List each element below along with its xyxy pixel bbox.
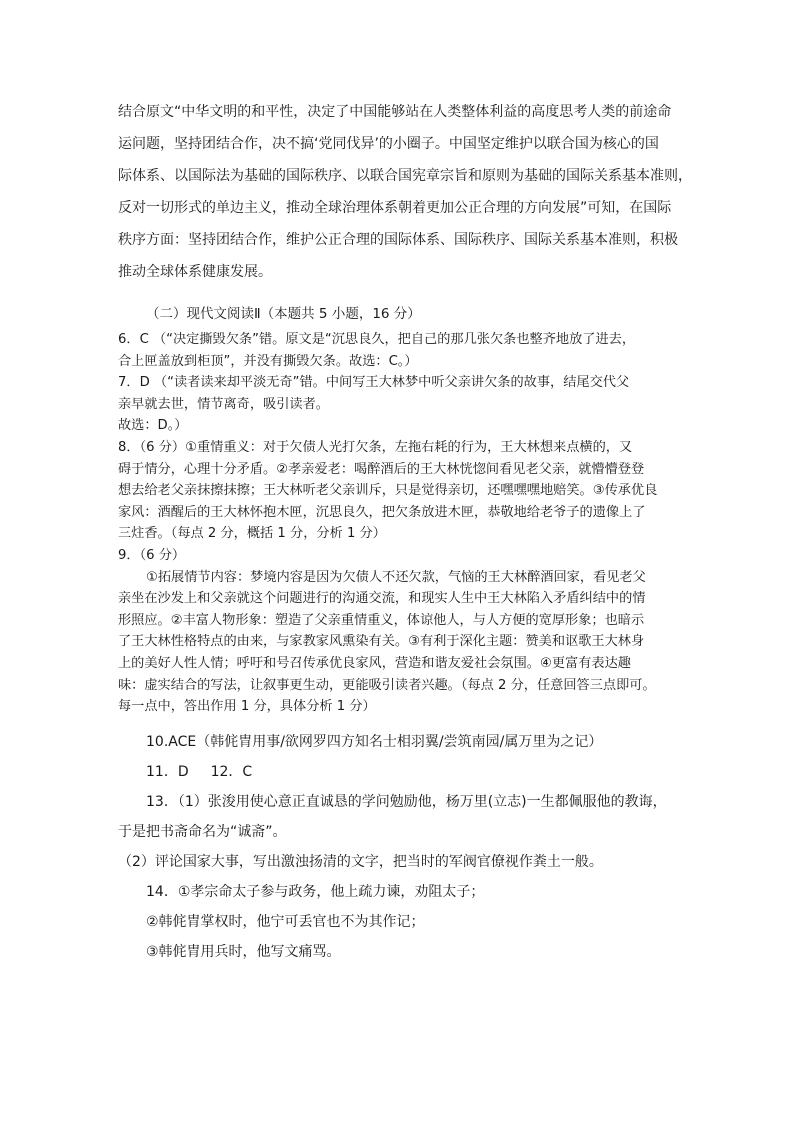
answer-line: 8．（6 分）①重情重义：对于欠债人光打欠条，左拖右耗的行为，王大林想来点横的，又 — [118, 439, 633, 455]
answer-line: 了王大林性格特点的由来，与家教家风熏染有关。③有利于深化主题：赞美和讴歌王大林身 — [118, 634, 645, 650]
answer-line: 于是把书斋命名为“诚斋”。 — [118, 824, 287, 840]
answer-line: 想去给老父亲抹擦抹擦；王大林听老父亲训斥，只是觉得亲切，还嘿嘿嘿地赔笑。③传承优良 — [118, 483, 658, 499]
answer-line: 9．（6 分） — [118, 547, 186, 563]
answer-line: 亲坐在沙发上和父亲就这个问题进行的沟通交流，和现实人生中王大林陷入矛盾纠结中的情 — [118, 591, 646, 607]
answer-line: 每一点中，答出作用 1 分，具体分析 1 分） — [118, 699, 376, 715]
answer-line: 碍于情分，心理十分矛盾。②孝亲爱老：喝醉酒后的王大林恍惚间看见老父亲，就懵懵登登 — [118, 461, 645, 477]
answer-line: 合上匣盖放到柜顶”，并没有撕毁欠条。故选：C。） — [118, 353, 418, 369]
text-line: 运问题，坚持团结合作，决不搞‘党同伐异’的小圈子。中国坚定维护以联合国为核心的国 — [118, 136, 659, 152]
text-line: 际体系、以国际法为基础的国际秩序、以联合国宪章宗旨和原则为基础的国际关系基本准则， — [118, 168, 692, 184]
answer-line: 14．①孝宗命太子参与政务，他上疏力谏，劝阻太子； — [146, 884, 485, 900]
answer-line: 10.ACE（韩侂胄用事/欲网罗四方知名士相羽翼/尝筑南园/属万里为之记） — [146, 734, 603, 750]
answer-line: （2）评论国家大事，写出激浊扬清的文字，把当时的军阀官僚视作粪土一般。 — [118, 854, 603, 870]
answer-line: 三炷香。（每点 2 分，概括 1 分，分析 1 分） — [118, 526, 386, 542]
answer-line: 家风：酒醒后的王大林怀抱木匣，沉思良久，把欠条放进木匣，恭敬地给老爷子的遗像上了 — [118, 504, 646, 520]
answer-line: 上的美好人性人情；呼吁和号召传承优良家风，营造和谐友爱社会氛围。④更富有表达趣 — [118, 655, 631, 671]
answer-line: 味：虚实结合的写法，让叙事更生动，更能吸引读者兴趣。（每点 2 分，任意回答三点即可。 — [118, 677, 656, 693]
section-heading: （二）现代文阅读Ⅱ（本题共 5 小题，16 分） — [146, 306, 421, 322]
answer-11: 11．D — [146, 764, 189, 780]
text-line: 秩序方面：坚持团结合作，维护公正合理的国际体系、国际秩序、国际关系基本准则，积极 — [118, 232, 678, 248]
answer-line: 故选：D。） — [118, 418, 188, 434]
text-line: 结合原文“中华文明的和平性，决定了中国能够站在人类整体利益的高度思考人类的前途命 — [118, 104, 672, 120]
text-line: 反对一切形式的单边主义，推动全球治理体系朝着更加公正合理的方向发展”可知，在国际 — [118, 200, 672, 216]
answer-12: 12．C — [210, 764, 253, 780]
answer-line: 形照应。②丰富人物形象：塑造了父亲重情重义，体谅他人，与人方便的宽厚形象；也暗示 — [118, 612, 645, 628]
answer-line: 亲早就去世，情节离奇，吸引读者。 — [118, 396, 329, 412]
essay-answer-paragraph — [118, 96, 690, 288]
reading-answers — [118, 329, 690, 718]
answer-line: 6．C （“决定撕毁欠条”错。原文是“沉思良久，把自己的那几张欠条也整齐地放了进去， — [118, 332, 636, 347]
answer-line: ③韩侂胄用兵时，他写文痛骂。 — [146, 944, 341, 960]
answer-line: ①拓展情节内容：梦境内容是因为欠债人不还欠款，气恼的王大林醉酒回家，看见老父 — [146, 569, 646, 585]
answer-line: 13．（1）张浚用使心意正直诚恳的学问勉励他，杨万里(立志)一生都佩服他的教诲， — [146, 794, 667, 810]
text-line: 推动全球体系健康发展。 — [118, 264, 272, 280]
classical-answers — [118, 727, 690, 967]
answer-line: 7．D （“读者读来却平淡无奇”错。中间写王大林梦中听父亲讲欠条的故事，结尾交代父 — [118, 375, 630, 391]
answer-line — [118, 757, 690, 787]
answer-line: ②韩侂胄掌权时，他宁可丢官也不为其作记； — [146, 914, 425, 930]
